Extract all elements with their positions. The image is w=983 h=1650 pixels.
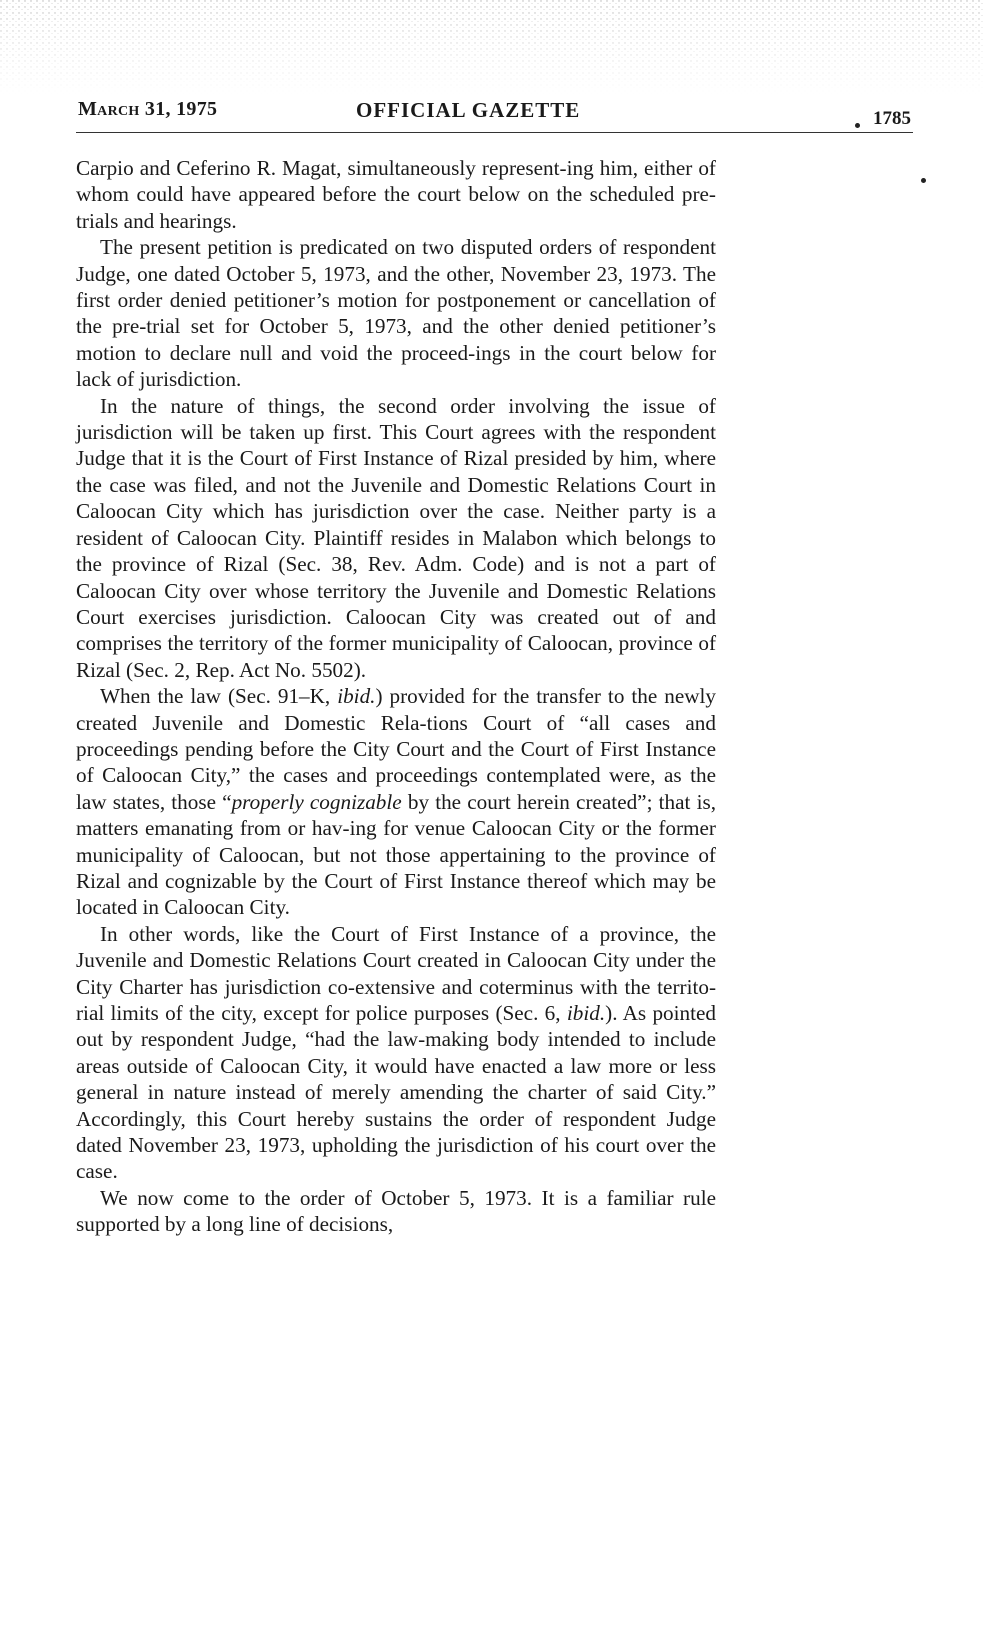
italic-citation: ibid. (337, 684, 376, 709)
bullet-dot (855, 123, 860, 128)
text-run: ) provided for the transfer to the newly created Juvenile and Domestic Rela-tions Court of “all cases and proceedings pending before the City Court and the Court of First Instance of Caloocan City,” the cases and proceedings contemplated were, as the law states, those “ (76, 684, 716, 814)
paragraph-2: The present petition is predicated on two disputed orders of respondent Judge, one dated October 5, 1973, and the other, November 23, 1973. The first order denied petitioner’s motion for postponement or cancellation of the pre-trial set for October 5, 1973, and the other denied petitioner’s motion to declare null and void the proceed-ings in the court below for lack of jurisdiction. (76, 235, 716, 392)
publication-title: OFFICIAL GAZETTE (356, 98, 581, 122)
paragraph-6: We now come to the order of October 5, 1973. It is a familiar rule supported by a long line of decisions, (76, 1185, 716, 1237)
text-run: In other words, like the Court of First Instance of a province, the Juvenile and Domestic Relations Court created in Caloocan City under the City Charter has jurisdiction co-extensive and coterminus with the territo-rial limits of the city, except for police purposes (Sec. 6, (76, 921, 716, 1025)
text-run: by the court herein created”; that is, matters emanating from or hav-ing for venue Caloocan City or the former municipality of Caloocan, but not those appertaining to the province of Rizal and cognizable by the Court of First Instance thereof which may be located in Caloocan City. (76, 789, 716, 920)
scan-noise-texture (0, 0, 983, 95)
page-number: 1785 (873, 108, 911, 129)
paragraph-1: Carpio and Ceferino R. Magat, simultaneously represent-ing him, either of whom could have appeared before the court below on the scheduled pre-trials and hearings. (76, 156, 716, 233)
text-run: When the law (Sec. 91–K, (100, 684, 338, 709)
article-body (76, 155, 716, 1238)
text-run: ). As pointed out by respondent Judge, “had the law-making body intended to include areas outside of Caloocan City, it would have enacted a law more or less general in nature instead of merely amending the charter of said City.” Accordingly, this Court hereby sustains the order of respondent Judge dated November 23, 1973, upholding the jurisdiction of his court over the case. (76, 1001, 717, 1184)
paragraph-4 (76, 683, 716, 921)
issue-date: March 31, 1975 (78, 98, 218, 120)
page-header (76, 92, 913, 128)
italic-citation: ibid. (566, 1001, 606, 1025)
bullet-dot (921, 178, 926, 183)
header-rule (76, 132, 913, 133)
italic-phrase: properly cognizable (231, 789, 402, 814)
paragraph-3: In the nature of things, the second order involving the issue of jurisdiction will be taken up first. This Court agrees with the respondent Judge that it is the Court of First Instance of Rizal presided by him, where the case was filed, and not the Juvenile and Domestic Relations Court in Caloocan City which has jurisdiction over the case. Neither party is a resident of Caloocan City. Plaintiff resides in Malabon which belongs to the province of Rizal (Sec. 38, Rev. Adm. Code) and is not a part of Caloocan City over whose territory the Juvenile and Domestic Relations Court exercises jurisdiction. Caloocan City was created out of and comprises the territory of the former municipality of Caloocan, province of Rizal (Sec. 2, Rep. Act No. 5502). (76, 393, 716, 682)
paragraph-5 (76, 921, 716, 1185)
